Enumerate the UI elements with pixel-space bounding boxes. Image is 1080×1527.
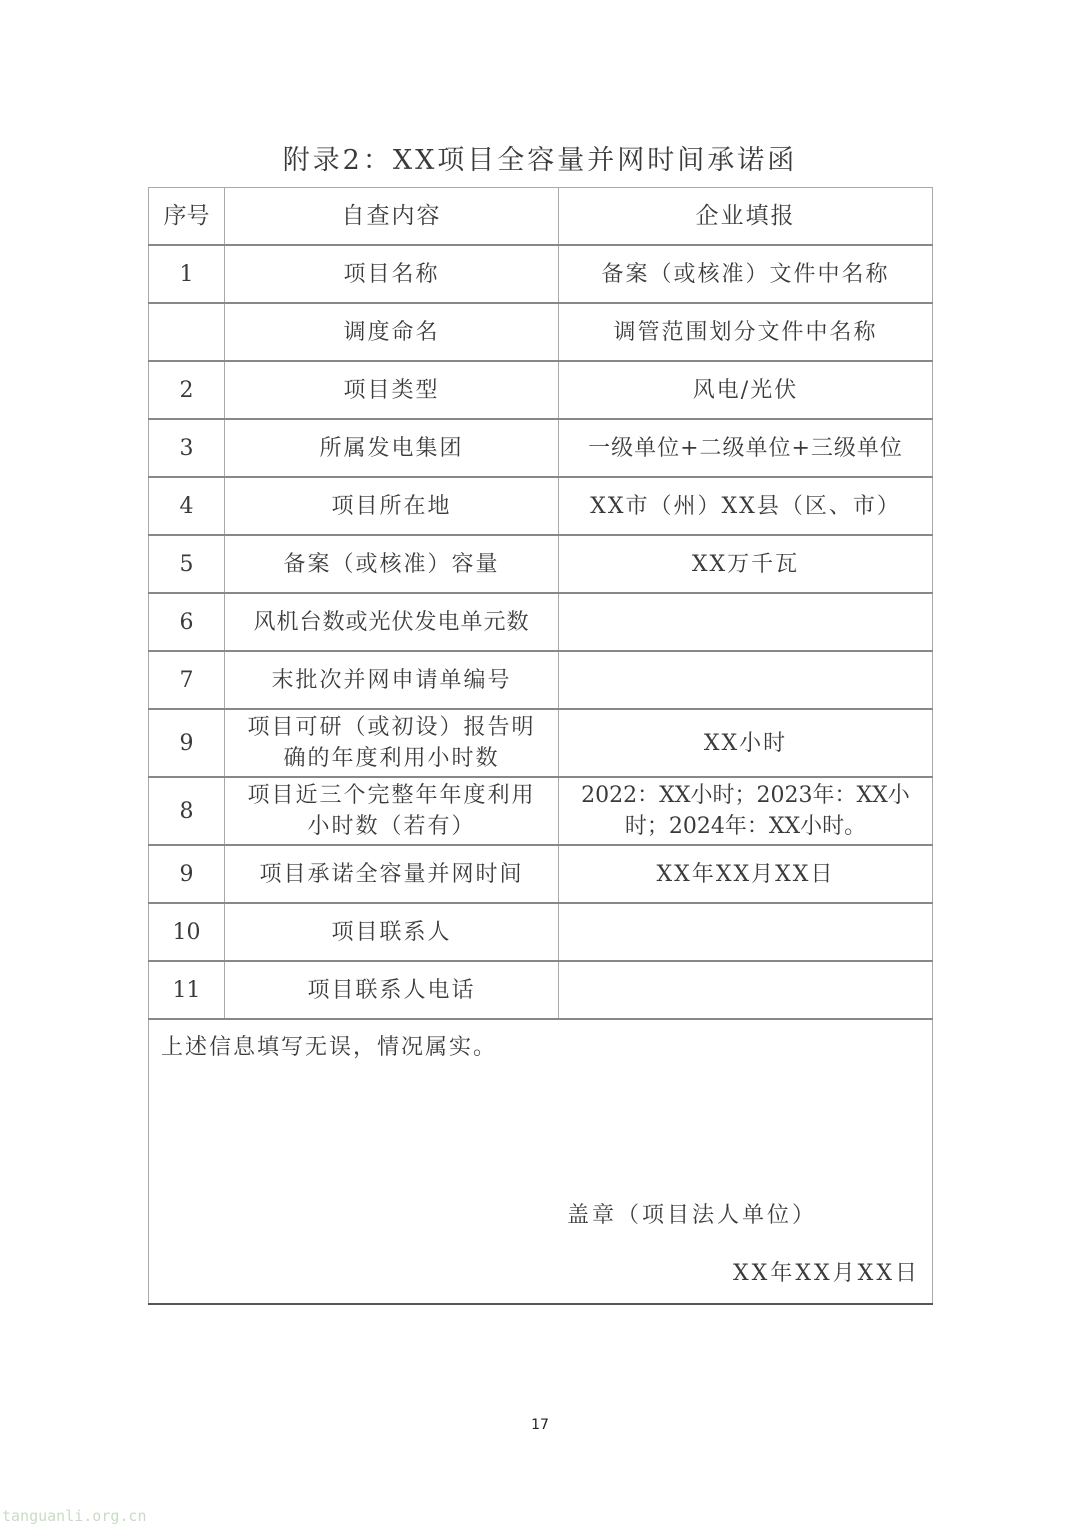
table-row [149,535,933,593]
table-row [149,419,933,477]
header-item: 自查内容 [225,188,559,246]
row-value: XX年XX月XX日 [559,845,933,903]
table-row [149,245,933,303]
row-item: 风机台数或光伏发电单元数 [225,593,559,651]
table-row [149,593,933,651]
row-item: 末批次并网申请单编号 [225,651,559,709]
table-row [149,709,933,777]
row-item: 项目承诺全容量并网时间 [225,845,559,903]
row-no: 6 [149,593,225,651]
row-value: 备案（或核准）文件中名称 [559,245,933,303]
row-no: 4 [149,477,225,535]
row-no: 9 [149,845,225,903]
declaration-date: XX年XX月XX日 [733,1261,920,1286]
seal-label: 盖章（项目法人单位） [567,1203,818,1228]
row-item: 项目联系人 [225,903,559,961]
row-item: 项目联系人电话 [225,961,559,1019]
row-item: 调度命名 [225,303,559,361]
row-no: 9 [149,709,225,777]
row-value: 调管范围划分文件中名称 [559,303,933,361]
table-header-row [149,188,933,246]
row-item: 备案（或核准）容量 [225,535,559,593]
row-item: 项目近三个完整年年度利用小时数（若有） [225,777,559,845]
row-value [559,651,933,709]
row-value [559,903,933,961]
table-row [149,303,933,361]
page-number: 17 [531,1417,549,1433]
watermark: tanguanli.org.cn [2,1507,147,1525]
table-row [149,903,933,961]
commitment-table [148,187,933,1305]
header-value: 企业填报 [559,188,933,246]
row-no: 8 [149,777,225,845]
header-no: 序号 [149,188,225,246]
row-no: 2 [149,361,225,419]
document-title: 附录2：XX项目全容量并网时间承诺函 [282,145,798,176]
table-row [149,651,933,709]
table-row [149,361,933,419]
row-value: 风电/光伏 [559,361,933,419]
row-no: 1 [149,245,225,303]
declaration-cell [149,1019,933,1304]
row-no [149,303,225,361]
row-item: 所属发电集团 [225,419,559,477]
row-value: XX万千瓦 [559,535,933,593]
row-value [559,593,933,651]
row-value: XX市（州）XX县（区、市） [559,477,933,535]
row-no: 10 [149,903,225,961]
declaration-row [149,1019,933,1304]
row-value [559,961,933,1019]
table-row [149,961,933,1019]
table-row [149,477,933,535]
row-item: 项目名称 [225,245,559,303]
declaration-statement: 上述信息填写无误，情况属实。 [161,1035,498,1060]
row-no: 3 [149,419,225,477]
row-value: XX小时 [559,709,933,777]
row-item: 项目类型 [225,361,559,419]
row-item: 项目所在地 [225,477,559,535]
table-row [149,777,933,845]
row-no: 11 [149,961,225,1019]
table-row [149,845,933,903]
row-item: 项目可研（或初设）报告明确的年度利用小时数 [225,709,559,777]
row-value: 2022：XX小时；2023年：XX小时；2024年：XX小时。 [559,777,933,845]
row-no: 5 [149,535,225,593]
row-value: 一级单位+二级单位+三级单位 [559,419,933,477]
row-no: 7 [149,651,225,709]
